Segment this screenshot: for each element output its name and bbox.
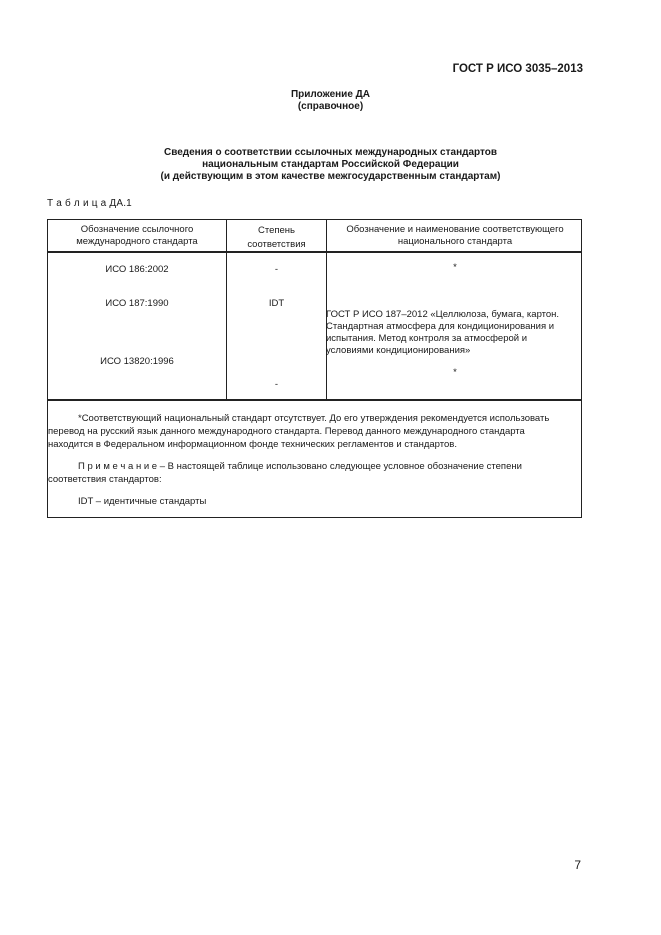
table-footnote: *Соответствующий национальный стандарт отсутствует. До его утверждения рекомендуется использовать перевод на русский язык данного международного стандарта. Перевод данного международного стандарта находится в Федеральном информационном фонде технических регламентов и стандартов.: [48, 413, 550, 450]
table-row-national: *: [453, 262, 457, 273]
section-title-line-1: Сведения о соответствии ссылочных международных стандартов: [163, 147, 498, 158]
header-divider: [48, 251, 581, 253]
table-label: Т а б л и ц а ДА.1: [47, 198, 132, 209]
section-title-line-2: национальным стандартам Российской Федерации: [202, 159, 459, 170]
table-row-ref: ИСО 187:1990: [105, 298, 169, 309]
table-row-national: *: [453, 367, 457, 378]
page-number: 7: [574, 858, 581, 872]
header-reference-standard: Обозначение ссылочного международного стандарта: [76, 224, 198, 247]
header-national-standard: Обозначение и наименование соответствующего национального стандарта: [346, 224, 564, 247]
table-row-ref: ИСО 186:2002: [105, 264, 169, 275]
table-note: П р и м е ч а н и е – В настоящей таблице использовано следующее условное обозначение степени соответствия стандартов: IDT – идентичные стандарты: [48, 461, 522, 507]
appendix-title: Приложение ДА: [290, 89, 371, 100]
header-degree: Степень соответствия: [247, 225, 306, 250]
table-row-degree: -: [274, 379, 279, 390]
document-code: ГОСТ Р ИСО 3035–2013: [452, 63, 583, 75]
correspondence-table: [47, 219, 582, 518]
table-row-degree: -: [274, 264, 279, 275]
table-row-ref: ИСО 13820:1996: [100, 356, 174, 367]
table-row-degree: IDT: [268, 298, 285, 309]
table-row-national: ГОСТ Р ИСО 187–2012 «Целлюлоза, бумага, картон. Стандартная атмосфера для кондиционирования и испытания. Метод контроля за атмосферой и условиями кондиционирования»: [326, 309, 560, 356]
footnote-divider: [48, 399, 581, 401]
appendix-subtitle: (справочное): [297, 101, 364, 112]
section-title-line-3: (и действующим в этом качестве межгосударственным стандартам): [160, 171, 501, 182]
